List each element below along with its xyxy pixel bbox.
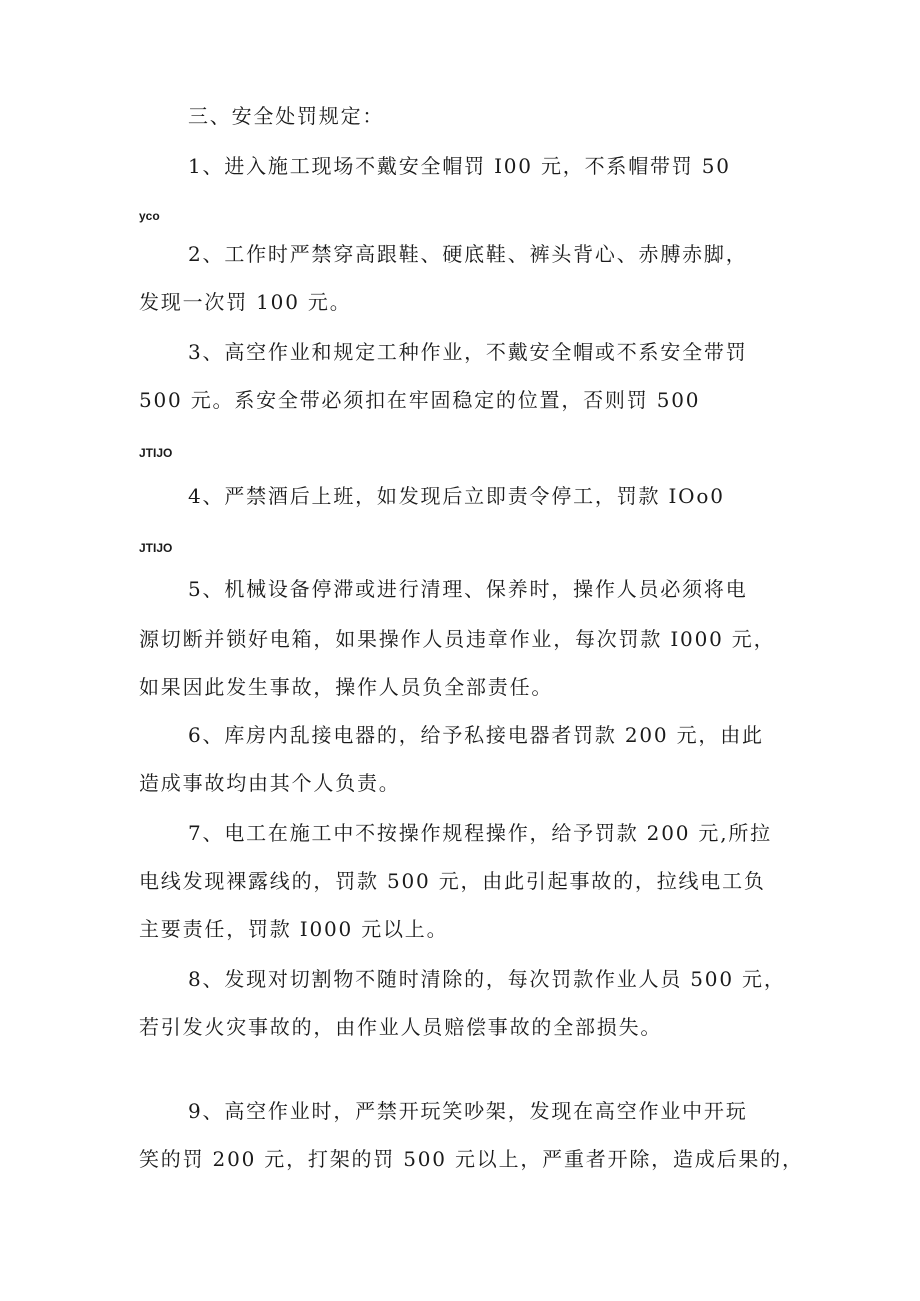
rule-5-line-2: 源切断并锁好电箱，如果操作人员违章作业，每次罚款 I000 元， (139, 627, 776, 651)
rule-7-line-3: 主要责任，罚款 I000 元以上。 (139, 917, 449, 941)
section-heading: 三、安全处罚规定： (188, 104, 385, 128)
rule-5-line-3: 如果因此发生事故，操作人员负全部责任。 (139, 675, 554, 699)
rule-8-line-1: 8、发现对切割物不随时清除的，每次罚款作业人员 500 元， (188, 967, 786, 991)
rule-6-line-1: 6、库房内乱接电器的，给予私接电器者罚款 200 元，由此 (188, 723, 764, 747)
rule-2-line-2: 发现一次罚 100 元。 (139, 290, 352, 314)
rule-5-line-1: 5、机械设备停滞或进行清理、保养时，操作人员必须将电 (188, 577, 748, 601)
rule-7-line-1: 7、电工在施工中不按操作规程操作，给予罚款 200 元,所拉 (188, 821, 772, 845)
rule-9-line-2: 笑的罚 200 元，打架的罚 500 元以上，严重者开除，造成后果的， (139, 1147, 804, 1171)
rule-8-line-2: 若引发火灾事故的，由作业人员赔偿事故的全部损失。 (139, 1015, 663, 1039)
rule-4-line-1: 4、严禁酒后上班，如发现后立即责令停工，罚款 IOo0 (188, 484, 725, 508)
rule-4-tail: JTIJO (139, 541, 173, 555)
rule-1-tail: yco (139, 209, 160, 223)
rule-7-line-2: 电线发现裸露线的，罚款 500 元，由此引起事故的，拉线电工负 (139, 869, 766, 893)
rule-6-line-2: 造成事故均由其个人负责。 (139, 771, 401, 795)
rule-3-tail: JTIJO (139, 446, 173, 460)
rule-2-line-1: 2、工作时严禁穿高跟鞋、硬底鞋、裤头背心、赤膊赤脚， (188, 242, 748, 266)
rule-1-line-1: 1、进入施工现场不戴安全帽罚 I00 元，不系帽带罚 50 (188, 154, 731, 178)
rule-9-line-1: 9、高空作业时，严禁开玩笑吵架，发现在高空作业中开玩 (188, 1099, 748, 1123)
rule-3-line-2: 500 元。系安全带必须扣在牢固稳定的位置，否则罚 500 (139, 388, 701, 412)
rule-3-line-1: 3、高空作业和规定工种作业，不戴安全帽或不系安全带罚 (188, 340, 748, 364)
